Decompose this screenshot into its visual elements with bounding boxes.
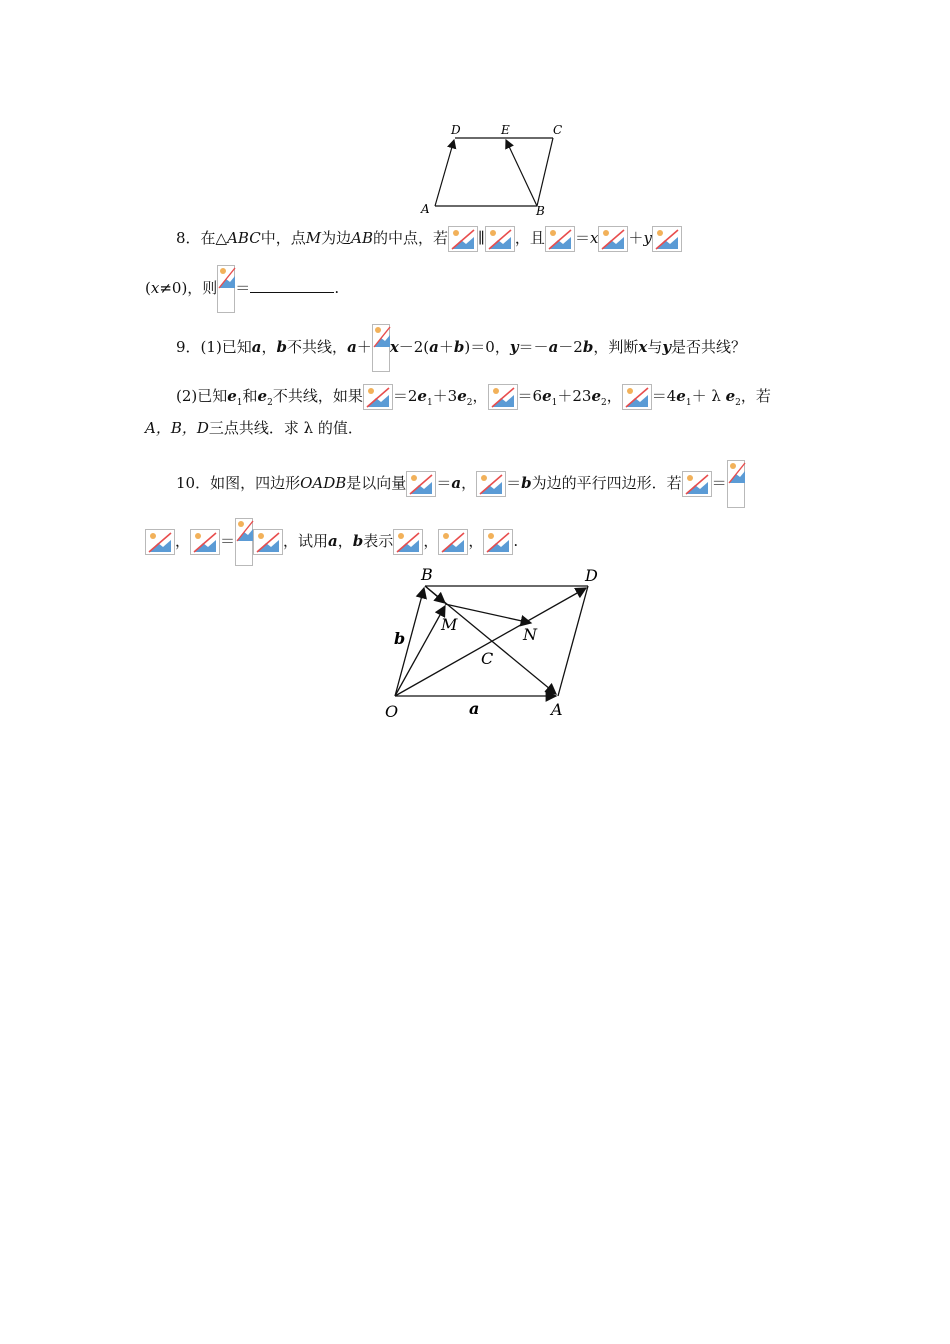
label-a: A bbox=[551, 700, 563, 719]
missing-image-icon bbox=[476, 471, 506, 497]
question-9-part-2-cont: A，B，D三点共线．求 λ 的值． bbox=[145, 419, 363, 437]
label-o: O bbox=[385, 702, 399, 721]
question-9-part-2: (2)已知$e_1$和$e_2$不共线，如果 $=2e_1+3e_2$， $=6e_1+23e_2$， $=4e_1+ \lambda$ $e_2$，若 bbox=[176, 384, 846, 413]
label-vector-a: a bbox=[469, 699, 480, 718]
label-b: B bbox=[421, 565, 433, 584]
missing-image-icon bbox=[727, 460, 745, 508]
missing-image-icon bbox=[488, 384, 518, 410]
label-e: E bbox=[501, 123, 510, 137]
label-n: N bbox=[523, 625, 537, 644]
missing-image-icon bbox=[217, 265, 235, 313]
segment-cb bbox=[537, 138, 553, 206]
missing-image-icon bbox=[190, 529, 220, 555]
question-9-part-1: 9．(1)已知a，b不共线，a＋ x－2(a＋b)＝0，y＝－a－2b，判断x与y是否共线？ bbox=[176, 324, 846, 372]
label-vector-b: b bbox=[394, 629, 406, 648]
missing-image-icon bbox=[393, 529, 423, 555]
missing-image-icon bbox=[145, 529, 175, 555]
missing-image-icon bbox=[485, 226, 515, 252]
missing-image-icon bbox=[363, 384, 393, 410]
question-8-line-1: 8．在△ABC中，点M为边AB的中点，若 ∥ ，且 ＝x ＋y bbox=[176, 226, 846, 252]
label-d: D bbox=[585, 566, 598, 585]
label-b: B bbox=[536, 204, 545, 218]
question-10-line-2: ， ＝ ，试用a，b表示 ， ， . bbox=[145, 518, 815, 566]
vector-bm bbox=[425, 586, 445, 603]
label-d: D bbox=[451, 123, 461, 137]
missing-image-icon bbox=[652, 226, 682, 252]
label-m: M bbox=[441, 615, 458, 634]
missing-image-icon bbox=[622, 384, 652, 410]
missing-image-icon bbox=[483, 529, 513, 555]
vector-ad bbox=[435, 140, 454, 206]
missing-image-icon bbox=[253, 529, 283, 555]
missing-image-icon bbox=[406, 471, 436, 497]
question-10-line-1: 10．如图，四边形OADB是以向量 ＝a， ＝b为边的平行四边形．若 ＝ bbox=[176, 460, 846, 508]
label-c: C bbox=[553, 123, 563, 137]
answer-blank[interactable] bbox=[250, 278, 334, 293]
missing-image-icon bbox=[372, 324, 390, 372]
figure-parallelogram-abcd bbox=[415, 118, 575, 218]
vector-be bbox=[506, 140, 537, 206]
vector-od bbox=[395, 588, 586, 696]
missing-image-icon bbox=[545, 226, 575, 252]
missing-image-icon bbox=[438, 529, 468, 555]
missing-image-icon bbox=[448, 226, 478, 252]
segment-da bbox=[558, 586, 588, 696]
question-8-line-2: (x≠0)，则 ＝ . bbox=[145, 265, 815, 313]
missing-image-icon bbox=[235, 518, 253, 566]
missing-image-icon bbox=[682, 471, 712, 497]
figure-parallelogram-oadb bbox=[375, 560, 615, 725]
label-a: A bbox=[421, 202, 430, 216]
missing-image-icon bbox=[598, 226, 628, 252]
label-c: C bbox=[481, 649, 494, 668]
